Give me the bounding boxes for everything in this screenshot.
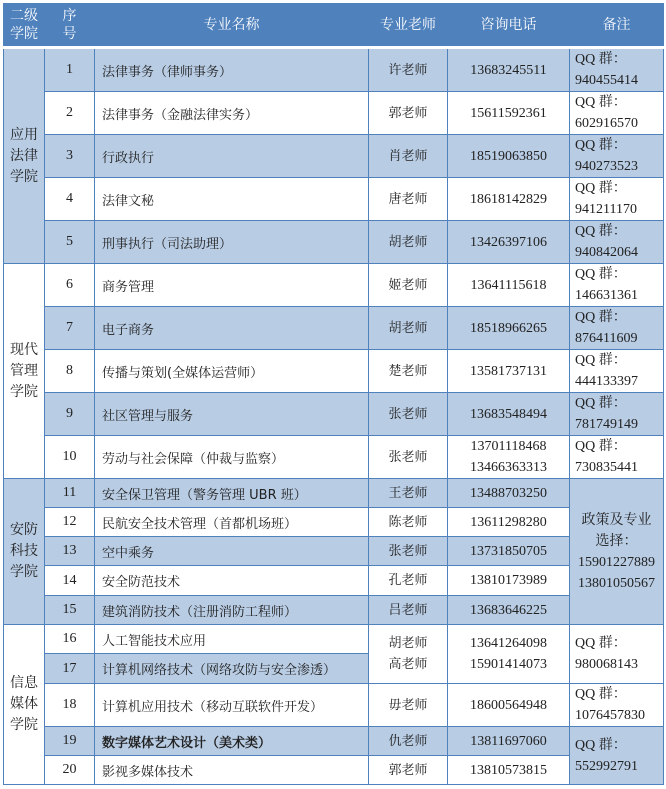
phone-number: 13426397106 [470,234,547,250]
row-seq: 5 [45,221,95,264]
remark-line: QQ 群： [575,267,627,282]
teacher-cell: 张老师 [369,537,448,566]
major-name: 刑事执行（司法助理） [95,221,369,264]
remark-line: QQ 群： [575,52,627,67]
teacher-cell: 许老师 [369,48,448,92]
teacher-cell: 仇老师 [369,727,448,756]
major-name: 社区管理与服务 [95,393,369,436]
remark-line: 146631361 [575,288,638,303]
remark-cell [570,264,664,307]
remark-line: 940273523 [575,159,638,174]
remark-line: 980068143 [575,657,638,672]
teacher-cell: 胡老师 [369,221,448,264]
remark-line: 940455414 [575,73,638,88]
row-seq: 19 [45,727,95,756]
remark-line: 941211170 [575,202,637,217]
remark-line: 选择： [595,533,638,549]
row-seq: 13 [45,537,95,566]
phone-cell [448,436,570,479]
header-college: 二级学院 [4,4,45,48]
table-row [4,684,664,727]
college-name: 信息媒体学院 [4,625,45,785]
remark-line: 940842064 [575,245,638,260]
row-seq: 8 [45,350,95,393]
remark-line: 781749149 [575,417,638,432]
header-remark: 备注 [570,4,664,48]
phone-cell [448,264,570,307]
teacher-cell: 孔老师 [369,566,448,596]
row-seq: 11 [45,479,95,508]
row-seq: 4 [45,178,95,221]
remark-line: QQ 群： [575,181,627,196]
phone-number: 18519063850 [470,148,547,164]
header-seq: 序号 [45,4,95,48]
remark-cell [570,178,664,221]
remark-cell [570,393,664,436]
table-row [4,479,664,508]
remark-line: 876411609 [575,331,638,346]
remark-line: QQ 群： [575,353,627,368]
table-row [4,221,664,264]
major-name: 建筑消防技术（注册消防工程师） [95,596,369,625]
phone-number: 13683646225 [470,602,547,618]
teacher-name: 高老师 [388,657,428,672]
remark-line: QQ 群： [575,224,627,239]
table-row [4,756,664,785]
table-row [4,508,664,537]
phone-cell [448,479,570,508]
phone-number: 13641115618 [470,277,547,293]
remark-line: 15901227889 [578,554,655,570]
major-name: 法律文秘 [95,178,369,221]
remark-line: QQ 群： [575,138,627,153]
row-seq: 2 [45,92,95,135]
row-seq: 3 [45,135,95,178]
phone-cell [448,307,570,350]
table-row [4,393,664,436]
remark-line: QQ 群： [575,636,627,651]
remark-cell [570,135,664,178]
phone-number: 18600564948 [470,697,547,713]
major-name: 计算机网络技术（网络攻防与安全渗透） [95,654,369,684]
major-name: 法律事务（律师事务） [95,48,369,92]
majors-table [3,3,664,785]
phone-number: 13731850705 [470,543,547,559]
table-row [4,48,664,92]
teacher-cell: 王老师 [369,479,448,508]
row-seq: 9 [45,393,95,436]
major-name: 劳动与社会保障（仲裁与监察） [95,436,369,479]
remark-line: 政策及专业 [581,512,652,528]
major-name: 电子商务 [95,307,369,350]
row-seq: 14 [45,566,95,596]
header-phone: 咨询电话 [448,4,570,48]
teacher-cell: 毋老师 [369,684,448,727]
row-seq: 20 [45,756,95,785]
phone-number: 13683548494 [470,406,547,422]
phone-number: 13683245511 [470,62,547,78]
remark-cell [570,307,664,350]
phone-cell [448,178,570,221]
table-row [4,566,664,596]
row-seq: 6 [45,264,95,307]
major-name: 安全保卫管理（警务管理 UBR 班） [95,479,369,508]
phone-number: 18618142829 [470,191,547,207]
phone-cell [448,727,570,756]
phone-number: 13810173989 [470,573,547,588]
remark-line: QQ 群： [575,95,627,110]
major-name: 人工智能技术应用 [95,625,369,654]
phone-cell [448,92,570,135]
remark-line: 1076457830 [575,708,645,723]
phone-cell [448,566,570,596]
row-seq: 16 [45,625,95,654]
remark-cell [570,727,664,785]
major-name: 民航安全技术管理（首都机场班） [95,508,369,537]
row-seq: 7 [45,307,95,350]
table-row [4,264,664,307]
phone-cell [448,537,570,566]
phone-number: 13701118468 [470,439,547,454]
phone-number: 13811697060 [470,733,547,749]
table-row [4,625,664,654]
table-header [4,4,664,48]
table-row [4,135,664,178]
phone-cell [448,135,570,178]
major-name: 计算机应用技术（移动互联软件开发） [95,684,369,727]
teacher-cell: 楚老师 [369,350,448,393]
table-row [4,92,664,135]
remark-line: 602916570 [575,116,638,131]
phone-number: 13810573815 [470,762,547,778]
table-row [4,727,664,756]
teacher-cell: 张老师 [369,436,448,479]
table-row [4,537,664,566]
row-seq: 1 [45,48,95,92]
header-major: 专业名称 [95,4,369,48]
college-name: 安防科技学院 [4,479,45,625]
table-row [4,596,664,625]
teacher-cell: 郭老师 [369,756,448,785]
phone-cell [448,350,570,393]
phone-number: 13466363313 [470,460,547,475]
phone-number: 15901414073 [470,657,547,672]
phone-number: 13488703250 [470,485,547,501]
phone-number: 13611298280 [470,514,547,530]
phone-cell [448,393,570,436]
remark-line: 444133397 [575,374,638,389]
major-name: 空中乘务 [95,537,369,566]
table-row [4,307,664,350]
remark-cell [570,221,664,264]
college-name: 现代管理学院 [4,264,45,479]
teacher-name: 胡老师 [388,636,428,651]
row-seq: 18 [45,684,95,727]
teacher-cell: 肖老师 [369,135,448,178]
phone-number: 18518966265 [470,320,547,336]
phone-number: 13641264098 [470,636,547,651]
major-name: 行政执行 [95,135,369,178]
phone-cell [448,221,570,264]
table-row [4,436,664,479]
remark-line: QQ 群： [575,396,627,411]
phone-number: 15611592361 [470,105,547,121]
remark-line: QQ 群： [575,687,627,702]
row-seq: 10 [45,436,95,479]
college-name: 应用法律学院 [4,48,45,264]
remark-cell [570,479,664,625]
major-name: 商务管理 [95,264,369,307]
row-seq: 12 [45,508,95,537]
row-seq: 17 [45,654,95,684]
phone-cell [448,684,570,727]
major-name: 安全防范技术 [95,566,369,596]
header-teacher: 专业老师 [369,4,448,48]
major-name: 传播与策划(全媒体运营师） [95,350,369,393]
teacher-cell: 陈老师 [369,508,448,537]
major-name: 法律事务（金融法律实务） [95,92,369,135]
teacher-cell: 郭老师 [369,92,448,135]
phone-cell [448,508,570,537]
remark-line: QQ 群： [575,310,627,325]
phone-cell [448,48,570,92]
remark-cell [570,625,664,684]
phone-number: 13581737131 [470,363,547,379]
remark-cell [570,684,664,727]
remark-cell [570,350,664,393]
remark-cell [570,92,664,135]
teacher-cell: 姬老师 [369,264,448,307]
teacher-cell [369,625,448,684]
remark-line: 13801050567 [578,575,655,591]
major-name: 影视多媒体技术 [95,756,369,785]
remark-line: 730835441 [575,460,638,475]
table-row [4,178,664,221]
teacher-cell: 唐老师 [369,178,448,221]
major-name: 数字媒体艺术设计（美术类） [95,727,369,756]
remark-cell [570,436,664,479]
phone-cell [448,756,570,785]
teacher-cell: 张老师 [369,393,448,436]
remark-cell [570,48,664,92]
teacher-cell: 胡老师 [369,307,448,350]
table-row [4,350,664,393]
phone-cell [448,625,570,684]
remark-line: QQ 群： [575,737,627,753]
teacher-cell: 吕老师 [369,596,448,625]
remark-line: QQ 群： [575,439,627,454]
phone-cell [448,596,570,625]
row-seq: 15 [45,596,95,625]
remark-line: 552992791 [575,758,638,774]
